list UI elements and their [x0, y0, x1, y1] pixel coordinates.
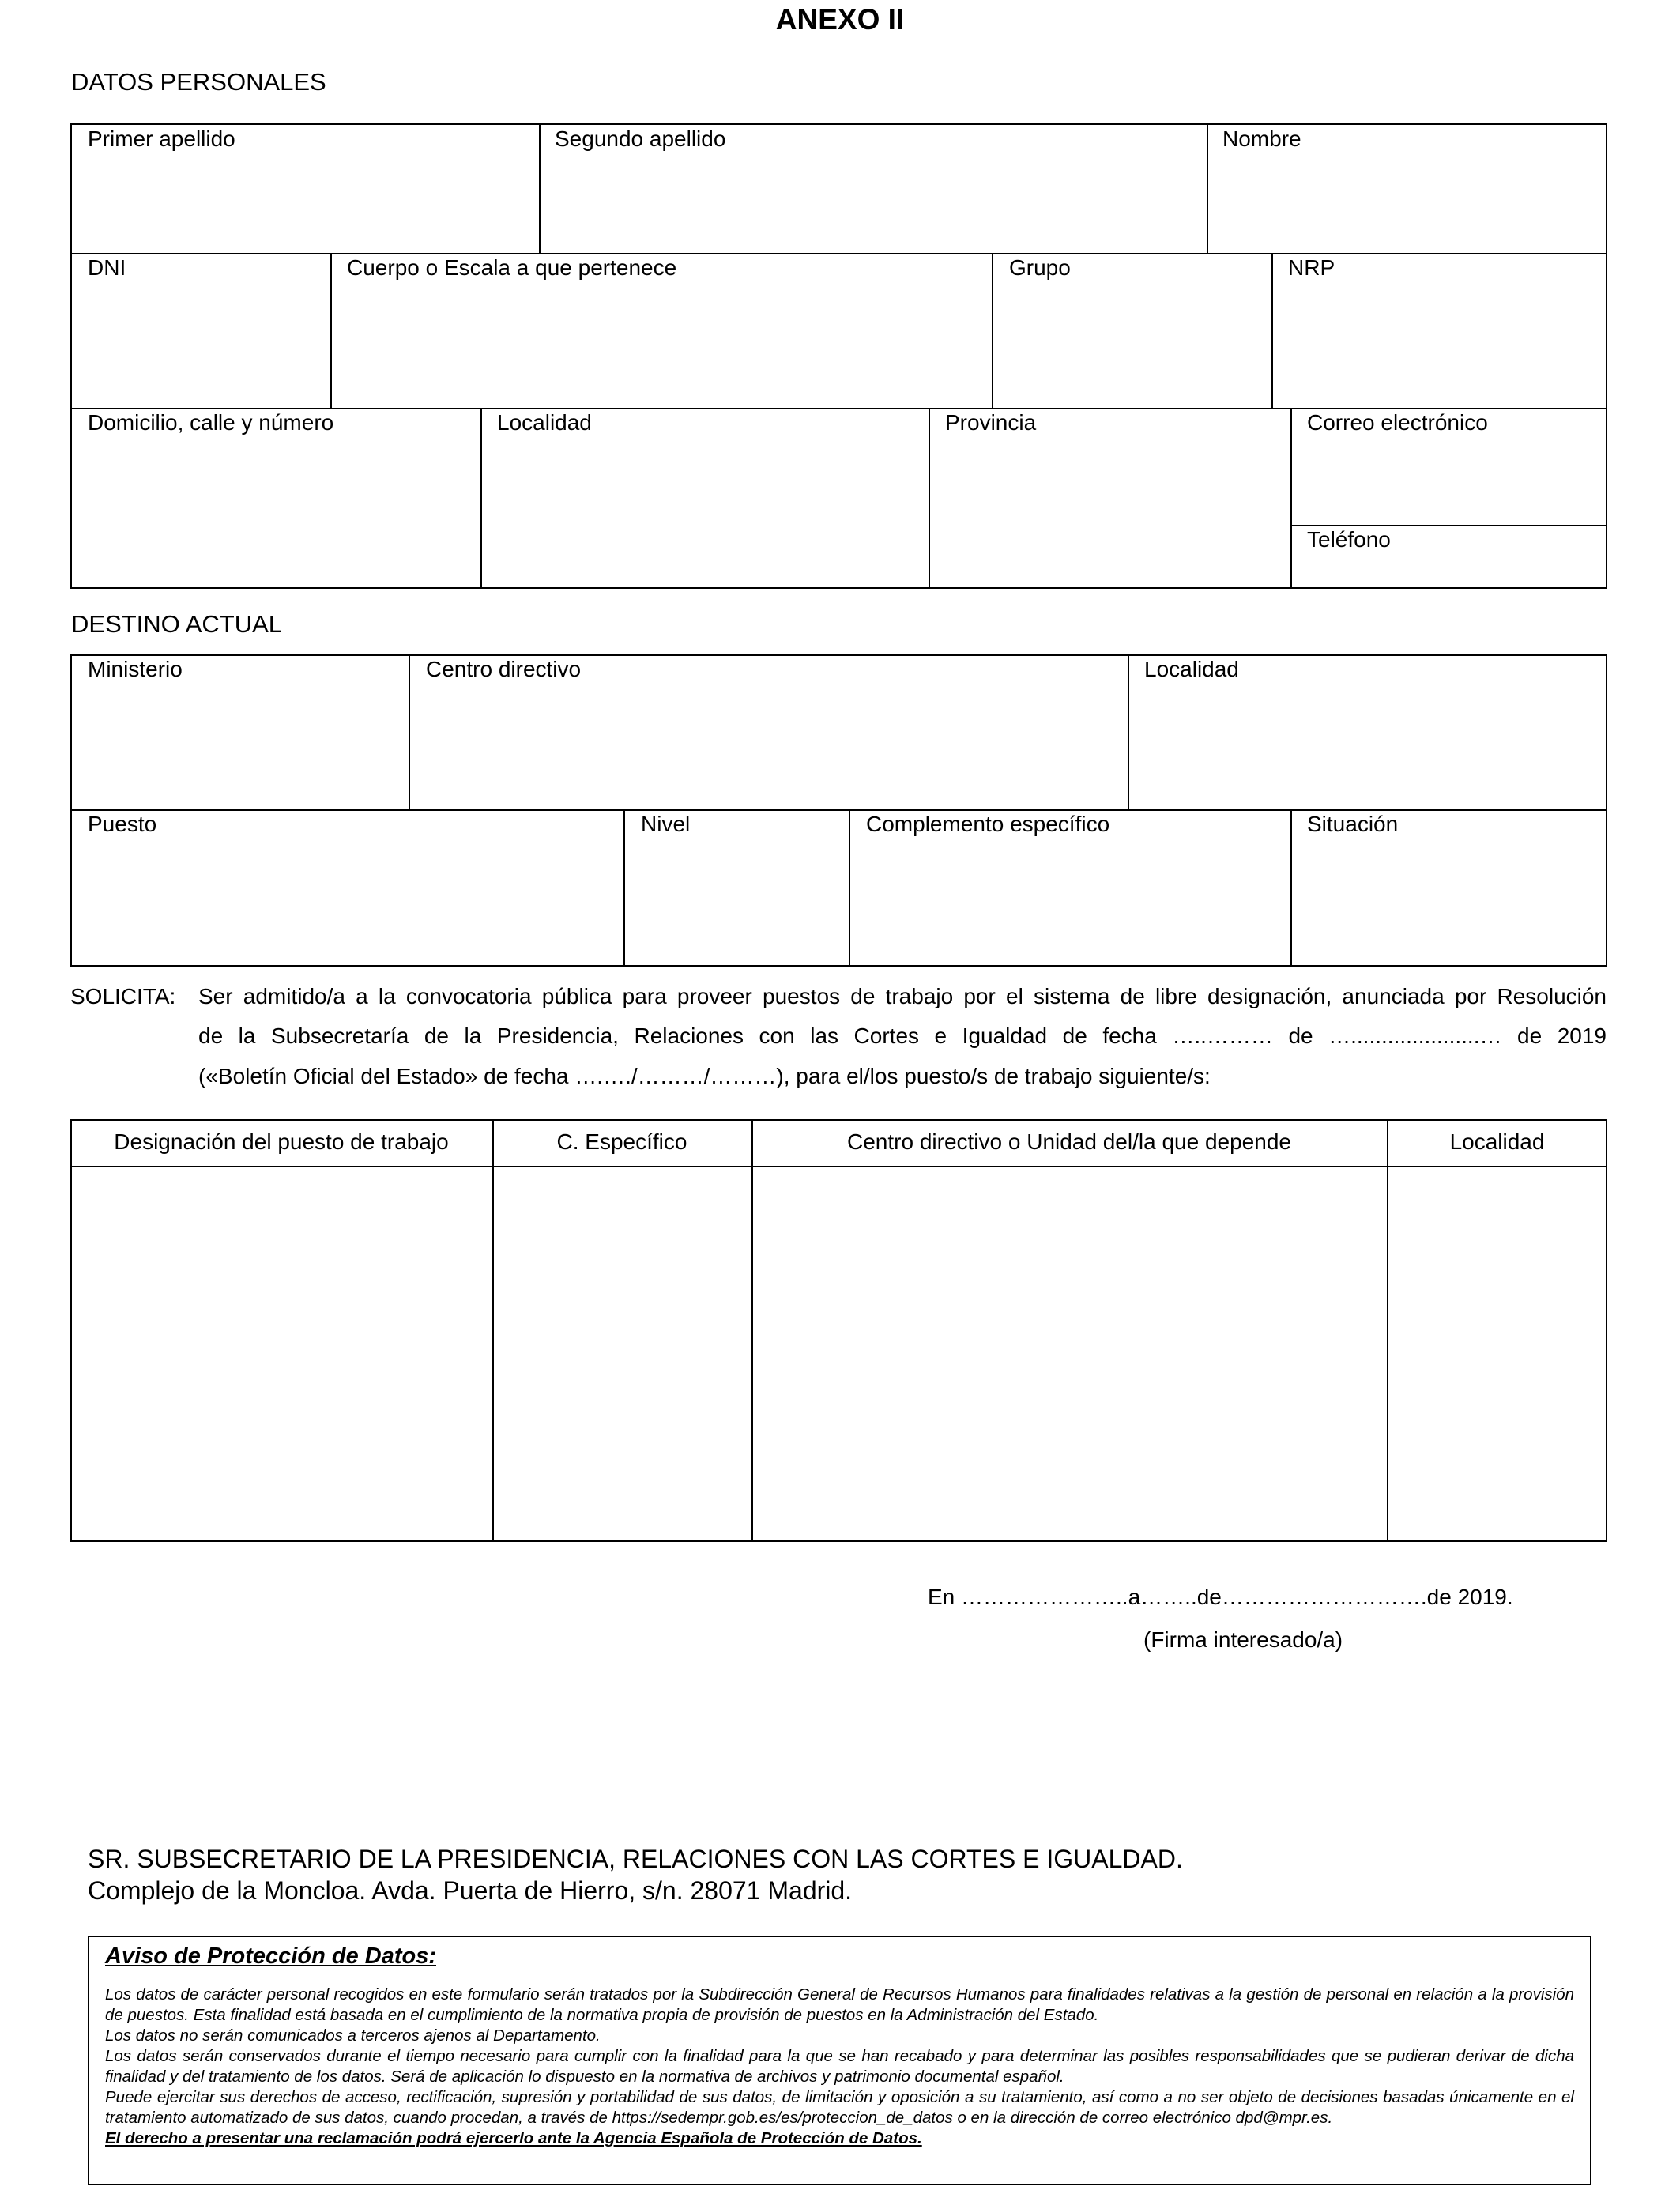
section-heading-destino: DESTINO ACTUAL: [71, 610, 282, 638]
cell-divider: [849, 809, 850, 967]
cell-divider: [539, 123, 541, 253]
input-designacion[interactable]: [72, 1167, 492, 1540]
cell-divider: [929, 408, 930, 589]
section-heading-personal: DATOS PERSONALES: [71, 68, 326, 96]
field-provincia[interactable]: Provincia: [945, 410, 1037, 435]
cell-divider: [623, 809, 625, 967]
notice-paragraph: Los datos serán conservados durante el tiempo necesario para cumplir con la finalidad para la que se han recabado y para determinar las posibles responsabilidades que se pudieran derivar de dicha finalidad y del tratamiento de los datos. Será de aplicación lo dispuesto en la normativa de archivos y patrimonio documental español.: [105, 2047, 1574, 2086]
field-nrp[interactable]: NRP: [1288, 255, 1335, 280]
field-telefono[interactable]: Teléfono: [1307, 527, 1391, 552]
field-ministerio[interactable]: Ministerio: [88, 657, 183, 681]
field-localidad[interactable]: Localidad: [497, 410, 592, 435]
field-complemento-especifico[interactable]: Complemento específico: [866, 812, 1110, 836]
input-centro-directivo[interactable]: [753, 1167, 1386, 1540]
field-cuerpo-escala[interactable]: Cuerpo o Escala a que pertenece: [347, 255, 677, 280]
cell-divider: [330, 253, 332, 408]
column-header-c-especifico: C. Específico: [556, 1129, 687, 1154]
notice-paragraph: Los datos de carácter personal recogidos en este formulario serán tratados por la Subdirección General de Recursos Humanos para finalidades relativas a la gestión de personal en relación a la provisión de puestos. Esta finalidad está basada en el cumplimiento de la normativa propia de provisión de puestos en la Administración del Estado.: [105, 1985, 1574, 2024]
cell-divider: [1290, 408, 1292, 589]
cell-divider: [1271, 253, 1273, 408]
place-date-line[interactable]: En …………………..a……..de……………………….de 2019.: [928, 1585, 1513, 1609]
cell-divider: [1290, 809, 1292, 967]
solicita-label: SOLICITA:: [70, 984, 176, 1008]
field-centro-directivo[interactable]: Centro directivo: [426, 657, 582, 681]
field-segundo-apellido[interactable]: Segundo apellido: [555, 126, 726, 151]
signature-caption: (Firma interesado/a): [1143, 1627, 1343, 1652]
cell-divider: [1128, 654, 1129, 809]
column-header-centro-directivo: Centro directivo o Unidad del/la que depende: [847, 1129, 1291, 1154]
notice-claim-link[interactable]: El derecho a presentar una reclamación podrá ejercerlo ante la Agencia Española de Protección de Datos.: [105, 2129, 922, 2147]
field-destino-localidad[interactable]: Localidad: [1144, 657, 1239, 681]
addressee-line-2: Complejo de la Moncloa. Avda. Puerta de Hierro, s/n. 28071 Madrid.: [88, 1876, 853, 1905]
field-correo-electronico[interactable]: Correo electrónico: [1307, 410, 1488, 435]
data-protection-notice: [88, 1936, 1591, 2185]
column-header-designacion: Designación del puesto de trabajo: [114, 1129, 449, 1154]
input-c-especifico[interactable]: [494, 1167, 751, 1540]
field-domicilio[interactable]: Domicilio, calle y número: [88, 410, 334, 435]
field-dni[interactable]: DNI: [88, 255, 126, 280]
row-divider: [70, 253, 1607, 254]
addressee-line-1: SR. SUBSECRETARIO DE LA PRESIDENCIA, RELACIONES CON LAS CORTES E IGUALDAD.: [88, 1845, 1183, 1873]
cell-divider: [992, 253, 993, 408]
notice-title: Aviso de Protección de Datos:: [105, 1943, 436, 1969]
solicita-line-1: Ser admitido/a a la convocatoria pública para proveer puestos de trabajo por el sistema de libre designación, anunciada por Resolución: [198, 984, 1607, 1008]
cell-divider: [409, 654, 410, 809]
document-title: ANEXO II: [775, 3, 905, 36]
personal-data-table: [70, 123, 1607, 589]
field-nombre[interactable]: Nombre: [1222, 126, 1301, 151]
field-primer-apellido[interactable]: Primer apellido: [88, 126, 235, 151]
notice-paragraph: Los datos no serán comunicados a terceros ajenos al Departamento.: [105, 2026, 601, 2045]
field-nivel[interactable]: Nivel: [641, 812, 691, 836]
column-header-localidad: Localidad: [1449, 1129, 1545, 1154]
cell-divider: [1207, 123, 1208, 253]
field-situacion[interactable]: Situación: [1307, 812, 1399, 836]
solicita-line-3: («Boletín Oficial del Estado» de fecha ….…./………/………), para el/los puesto/s de trabajo siguiente/s:: [198, 1064, 1211, 1088]
field-puesto[interactable]: Puesto: [88, 812, 157, 836]
field-grupo[interactable]: Grupo: [1009, 255, 1071, 280]
cell-divider: [480, 408, 482, 589]
solicita-line-2: de la Subsecretaría de la Presidencia, Relaciones con las Cortes e Igualdad de fecha …..……… de ….....................… de 2019: [198, 1023, 1607, 1048]
input-localidad[interactable]: [1388, 1167, 1606, 1540]
notice-paragraph: Puede ejercitar sus derechos de acceso, rectificación, supresión y portabilidad de sus datos, de limitación y oposición a su tratamiento, así como a no ser objeto de decisiones basadas únicamente en el tratamiento automatizado de sus datos, cuando procedan, a través de https://sedempr.gob.es/es/proteccion_de_datos o en la dirección de correo electrónico dpd@mpr.es.: [105, 2088, 1574, 2127]
